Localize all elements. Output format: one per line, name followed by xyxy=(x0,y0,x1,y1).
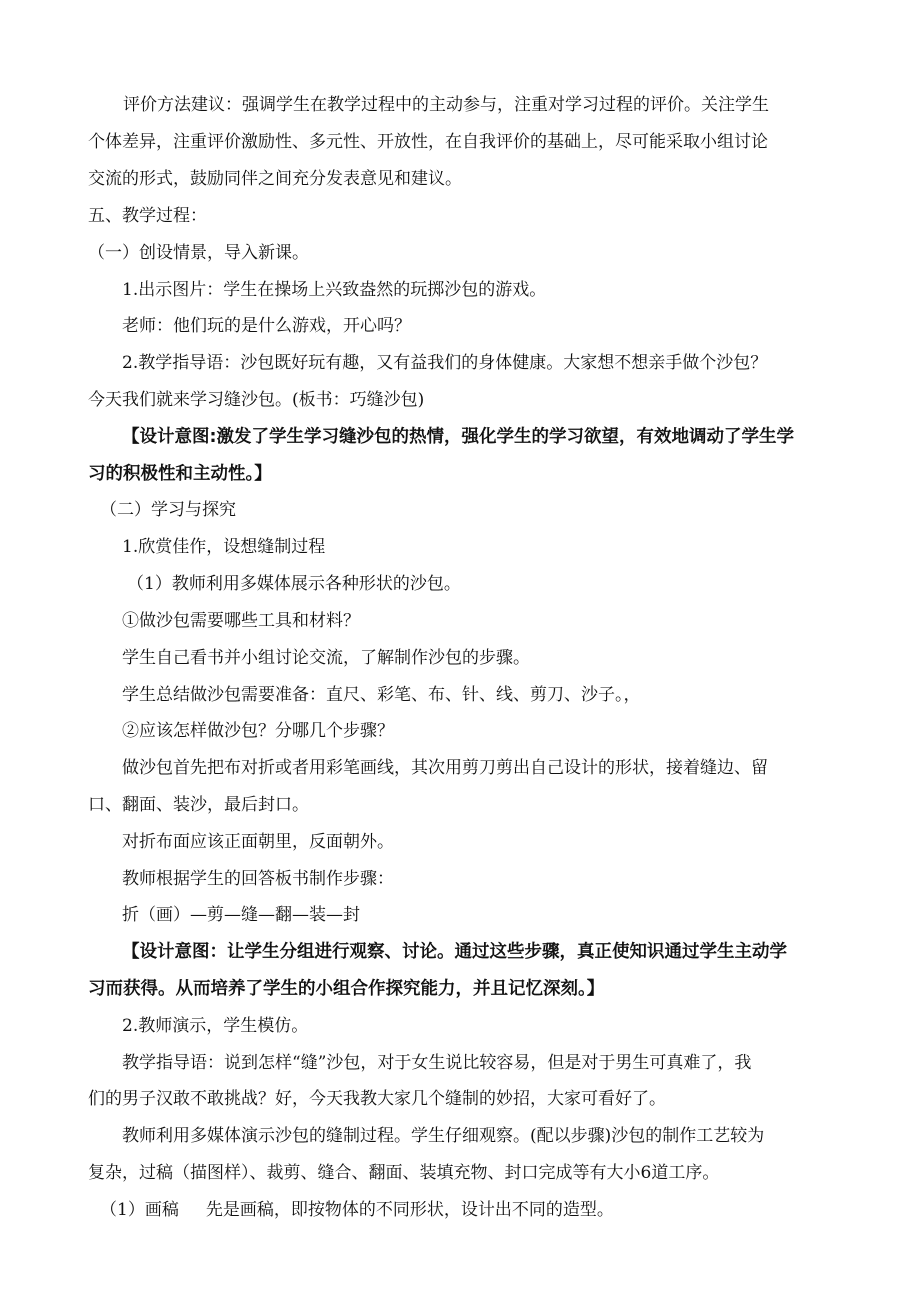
design-intent-1-line-2: 习的积极性和主动性。】 xyxy=(88,464,272,484)
demo-guidance-line-1: 教学指导语：说到怎样“缝”沙包，对于女生说比较容易，但是对于男生可真难了，我 xyxy=(122,1053,752,1073)
folding-note: 对折布面应该正面朝里，反面朝外。 xyxy=(122,832,394,852)
teacher-question: 老师：他们玩的是什么游戏，开心吗？ xyxy=(122,316,411,336)
evaluation-paragraph-line-1: 评价方法建议：强调学生在教学过程中的主动参与，注重对学习过程的评价。关注学生 xyxy=(123,95,769,115)
guidance-line-2: 今天我们就来学习缝沙包。(板书：巧缝沙包) xyxy=(88,390,425,410)
teacher-display-item: （1）教师利用多媒体展示各种形状的沙包。 xyxy=(127,574,461,594)
students-summarize: 学生总结做沙包需要准备：直尺、彩笔、布、针、线、剪刀、沙子。， xyxy=(122,685,641,705)
design-intent-1-line-1: 【设计意图:激发了学生学习缝沙包的热情，强化学生的学习欲望，有效地调动了学生学 xyxy=(122,427,794,447)
board-steps: 折（画）—剪—缝—翻—装—封 xyxy=(122,905,360,925)
multimedia-demo-line-1: 教师利用多媒体演示沙包的缝制过程。学生仔细观察。(配以步骤)沙包的制作工艺较为 xyxy=(122,1126,765,1146)
board-steps-intro: 教师根据学生的回答板书制作步骤： xyxy=(122,869,394,889)
drafting-step: （1）画稿 先是画稿，即按物体的不同形状，设计出不同的造型。 xyxy=(100,1200,614,1220)
demo-guidance-line-2: 们的男子汉敢不敢挑战？好，今天我教大家几个缝制的妙招，大家可看好了。 xyxy=(88,1089,666,1109)
step-appreciate-works: 1.欣赏佳作，设想缝制过程 xyxy=(122,537,326,557)
subsection-heading-2: （二）学习与探究 xyxy=(100,500,236,520)
section-heading-teaching-process: 五、教学过程： xyxy=(88,206,207,226)
design-intent-2-line-1: 【设计意图：让学生分组进行观察、讨论。通过这些步骤，真正使知识通过学生主动学 xyxy=(122,942,787,962)
design-intent-2-line-2: 习而获得。从而培养了学生的小组合作探究能力，并且记忆深刻。】 xyxy=(88,979,605,999)
evaluation-paragraph-line-2: 个体差异，注重评价激励性、多元性、开放性，在自我评价的基础上，尽可能采取小组讨论 xyxy=(88,132,768,152)
subsection-heading-1: （一）创设情景，导入新课。 xyxy=(88,243,309,263)
question-tools-materials: ①做沙包需要哪些工具和材料？ xyxy=(122,611,360,631)
multimedia-demo-line-2: 复杂，过稿（描图样）、裁剪、缝合、翻面、装填充物、封口完成等有大小6道工序。 xyxy=(88,1163,720,1183)
question-how-to-make: ②应该怎样做沙包？分哪几个步骤？ xyxy=(122,721,394,741)
step-show-picture: 1.出示图片：学生在操场上兴致盎然的玩掷沙包的游戏。 xyxy=(122,280,547,300)
step-teacher-demo: 2.教师演示，学生模仿。 xyxy=(122,1016,309,1036)
procedure-line-2: 口、翻面、装沙，最后封口。 xyxy=(88,795,309,815)
procedure-line-1: 做沙包首先把布对折或者用彩笔画线，其次用剪刀剪出自己设计的形状，接着缝边、留 xyxy=(122,758,768,778)
students-discuss: 学生自己看书并小组讨论交流，了解制作沙包的步骤。 xyxy=(122,648,530,668)
evaluation-paragraph-line-3: 交流的形式，鼓励同伴之间充分发表意见和建议。 xyxy=(88,169,462,189)
guidance-line-1: 2.教学指导语：沙包既好玩有趣，又有益我们的身体健康。大家想不想亲手做个沙包？ xyxy=(122,353,768,373)
